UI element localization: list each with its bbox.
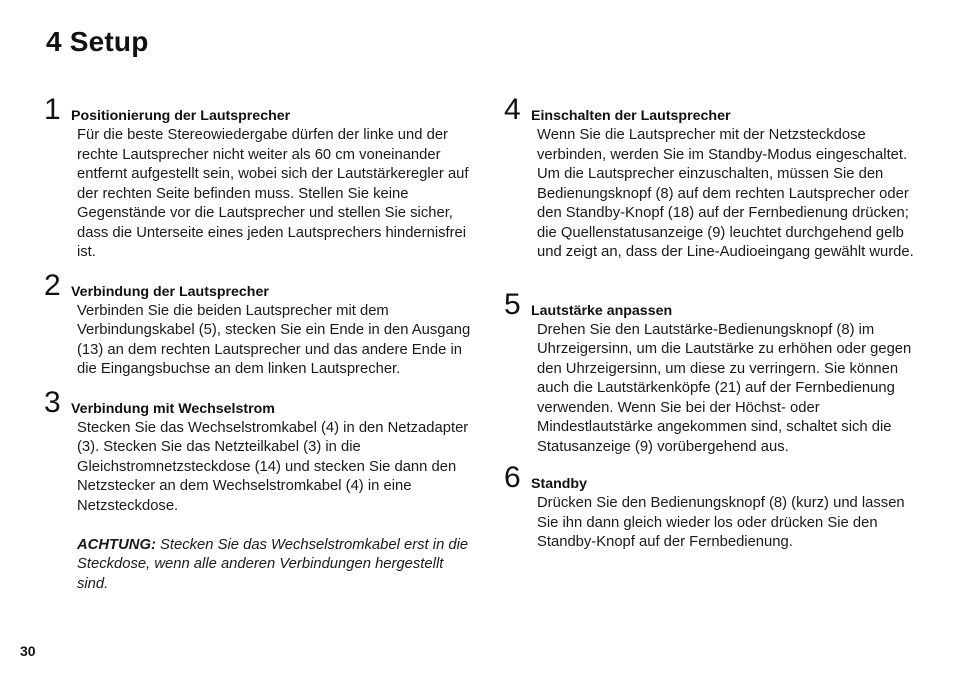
warning-note (77, 536, 474, 595)
section-number: 2 (44, 268, 61, 302)
section-ac-connection (44, 385, 474, 595)
page-title: 4 Setup (46, 26, 149, 57)
page-number: 30 (20, 643, 36, 659)
section-body (44, 419, 474, 595)
section-heading: Positionierung der Lautsprecher (71, 108, 291, 124)
left-column (44, 95, 474, 594)
section-heading: Verbindung mit Wechselstrom (71, 400, 275, 417)
section-body (504, 126, 924, 263)
section-text: Für die beste Stereowiedergabe dürfen der linke und der rechte Lautsprecher nicht weiter als 60 cm voneinander entfernt aufgestellt sein, wobei sich der Lautstärkeregler auf der rechten Seite befinden muss. Stellen Sie keine Gegenstände vor die Lautsprecher und stellen Sie sicher, dass die Unterseite eines jeden Lautsprechers hindernisfrei ist. (77, 127, 469, 260)
warning-text: Stecken Sie das Wechselstromkabel erst in die Steckdose, wenn alle anderen Verbindungen hergestellt sind. (77, 536, 469, 592)
section-number: 3 (44, 385, 61, 419)
section-number: 1 (44, 93, 61, 126)
section-body (504, 494, 924, 553)
section-body (44, 126, 474, 263)
section-number: 4 (504, 93, 521, 126)
section-text: Stecken Sie das Wechselstromkabel (4) in den Netzadapter (3). Stecken Sie das Netzteilkabel (3) in die Gleichstromnetzsteckdose (14) und stecken Sie dann den Netzstecker an dem Wechselstromkabel (4) in eine Netzsteckdose. (77, 419, 469, 514)
section-text: Drücken Sie den Bedienungsknopf (8) (kurz) und lassen Sie ihn dann gleich wieder los oder drücken Sie den Standby-Knopf auf der Fernbedienung. (537, 495, 905, 550)
section-number: 6 (504, 461, 521, 494)
section-standby (504, 463, 924, 553)
section-body (44, 302, 474, 380)
section-volume (504, 287, 924, 458)
section-text: Drehen Sie den Lautstärke-Bedienungsknopf (8) im Uhrzeigersinn, um die Lautstärke zu erhöhen oder gegen den Uhrzeigersinn, um diese zu verringern. Sie können auch die Lautstärkenköpfe (21) auf der Fernbedienung verwenden. Wenn Sie bei der Höchst- oder Mindestlautstärke angekommen sind, schaltet sich die Statusanzeige (9) vorübergehend aus. (537, 321, 912, 455)
section-positioning (44, 95, 474, 263)
section-body (504, 321, 924, 458)
section-heading: Verbindung der Lautsprecher (71, 283, 269, 300)
section-heading: Lautstärke anpassen (531, 302, 673, 319)
section-power-on (504, 95, 924, 263)
section-text: Wenn Sie die Lautsprecher mit der Netzsteckdose verbinden, werden Sie im Standby-Modus eingeschaltet. Um die Lautsprecher einzuschalten, müssen Sie den Bedienungsknopf (8) auf dem rechten Lautsprecher oder den Standby-Knopf (18) auf der Fernbedienung drücken; die Quellenstatusanzeige (9) leuchtet durchgehend gelb und zeigt an, dass der Line-Audioeingang gewählt wurde. (537, 127, 914, 260)
section-speaker-connection (44, 268, 474, 380)
section-heading: Standby (531, 476, 587, 492)
section-heading: Einschalten der Lautsprecher (531, 108, 731, 124)
right-column (504, 95, 924, 553)
warning-label: ACHTUNG: (77, 536, 156, 553)
section-text: Verbinden Sie die beiden Lautsprecher mit dem Verbindungskabel (5), stecken Sie ein Ende in den Ausgang (13) an dem rechten Lautsprecher und das andere Ende in die Eingangsbuchse an dem linken Lautsprecher. (77, 302, 471, 377)
section-number: 5 (504, 287, 521, 321)
